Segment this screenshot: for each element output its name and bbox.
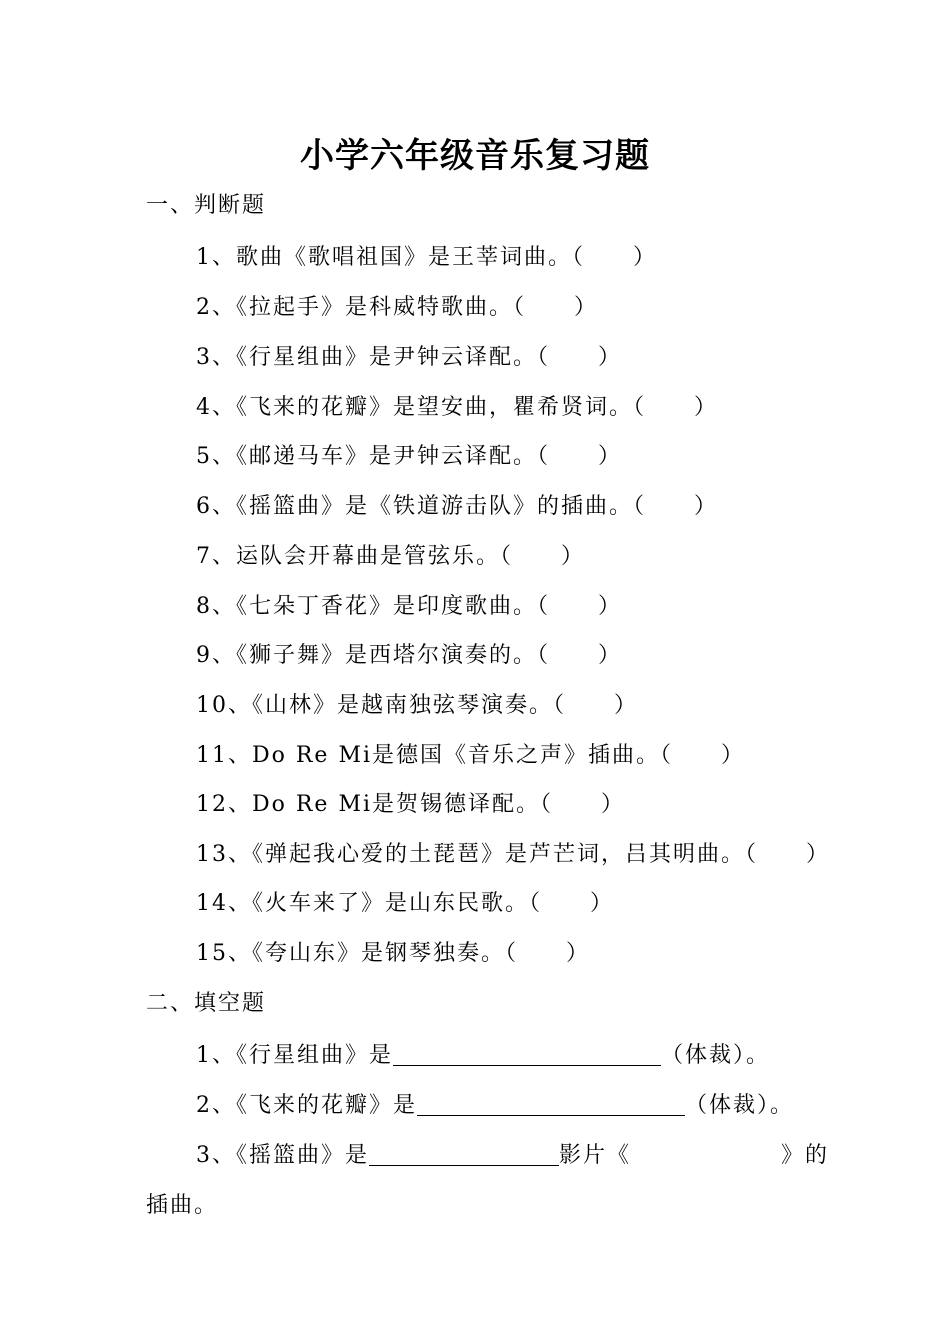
answer-blank[interactable] <box>369 1143 559 1166</box>
fill-question-2 <box>196 1088 794 1119</box>
question-item: 9、《狮子舞》是西塔尔演奏的。（ ） <box>196 643 622 668</box>
question-middle: 影片《 <box>559 1143 632 1168</box>
question-continuation: 插曲。 <box>146 1193 219 1218</box>
question-item: 14、《火车来了》是山东民歌。（ ） <box>196 891 614 916</box>
question-suffix: （体裁）。 <box>661 1043 771 1068</box>
question-item: 4、《飞来的花瓣》是望安曲，瞿希贤词。（ ） <box>196 395 718 420</box>
question-prefix: 1、《行星组曲》是 <box>196 1043 393 1068</box>
question-item: 7、运队会开幕曲是管弦乐。（ ） <box>196 544 585 569</box>
answer-blank[interactable] <box>393 1043 661 1066</box>
question-item: 3、《行星组曲》是尹钟云译配。（ ） <box>196 345 622 370</box>
question-item: 1、歌曲《歌唱祖国》是王莘词曲。（ ） <box>196 245 657 270</box>
question-item: 12、Do Re Mi是贺锡德译配。（ ） <box>196 792 626 817</box>
question-item: 13、《弹起我心爱的土琵琶》是芦芒词，吕其明曲。（ ） <box>196 842 830 867</box>
question-item: 6、《摇篮曲》是《铁道游击队》的插曲。（ ） <box>196 494 718 519</box>
question-suffix: 》的 <box>781 1143 830 1168</box>
question-item: 11、Do Re Mi是德国《音乐之声》插曲。（ ） <box>196 743 746 768</box>
question-suffix: （体裁）。 <box>685 1093 795 1118</box>
question-prefix: 2、《飞来的花瓣》是 <box>196 1093 417 1118</box>
question-item: 10、《山林》是越南独弦琴演奏。（ ） <box>196 693 638 718</box>
fill-question-1 <box>196 1038 770 1069</box>
page-title: 小学六年级音乐复习题 <box>300 136 650 176</box>
fill-question-3 <box>196 1138 829 1169</box>
question-prefix: 3、《摇篮曲》是 <box>196 1143 369 1168</box>
question-item: 15、《夸山东》是钢琴独奏。（ ） <box>196 941 590 966</box>
question-item: 2、《拉起手》是科威特歌曲。（ ） <box>196 295 598 320</box>
section-heading-fill-blank: 二、填空题 <box>146 991 267 1016</box>
section-heading-true-false: 一、判断题 <box>146 193 267 218</box>
question-item: 8、《七朵丁香花》是印度歌曲。（ ） <box>196 594 622 619</box>
answer-blank[interactable] <box>417 1093 685 1116</box>
question-item: 5、《邮递马车》是尹钟云译配。（ ） <box>196 444 622 469</box>
